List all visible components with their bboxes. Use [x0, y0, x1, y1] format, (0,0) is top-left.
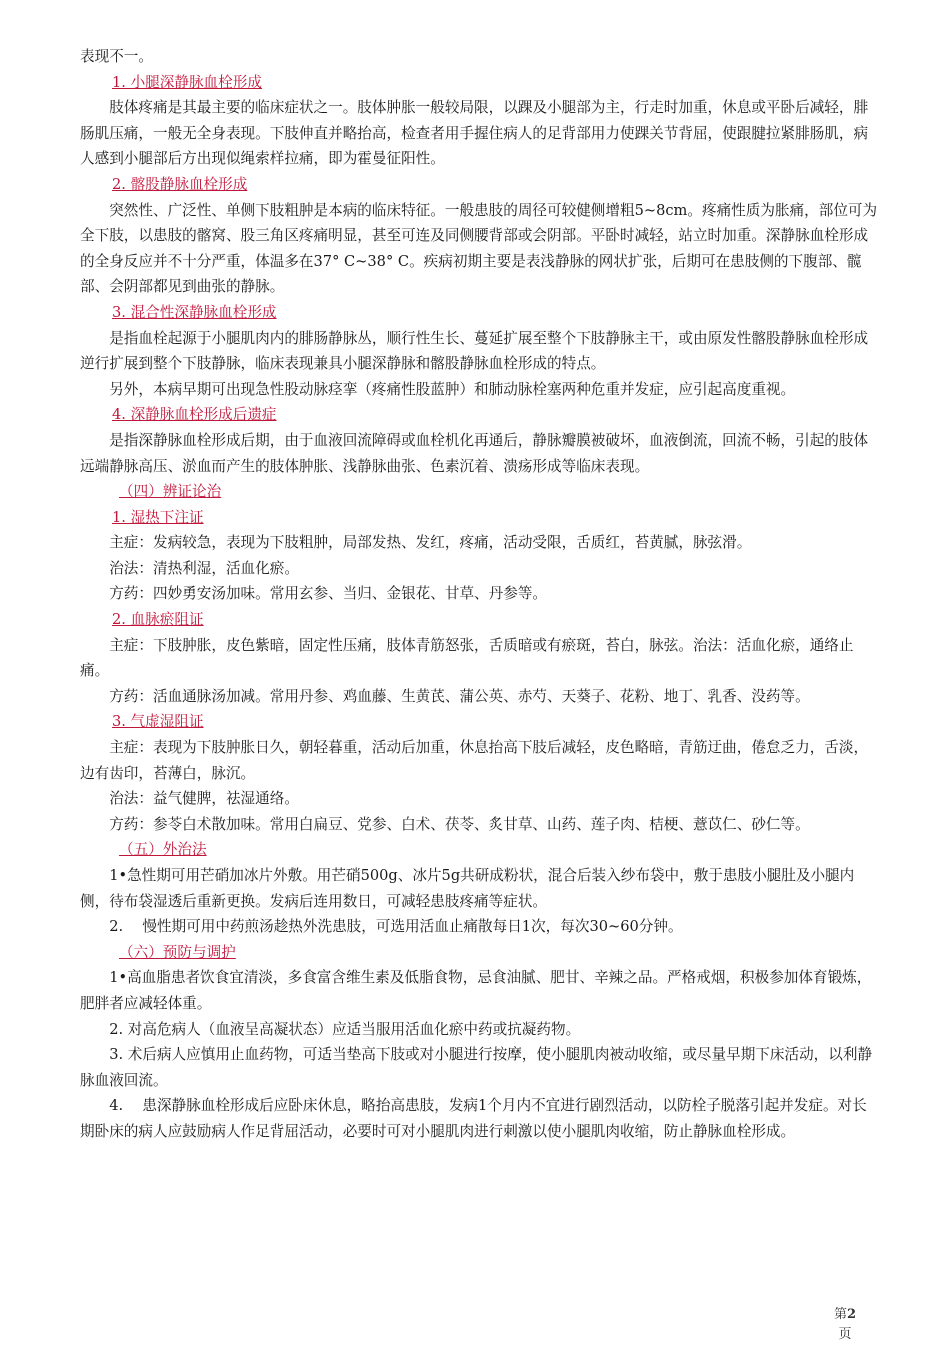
paragraph: 另外，本病早期可出现急性股动脉痉挛（疼痛性股蓝肿）和肺动脉栓塞两种危重并发症，应引起高度重视。 — [109, 380, 796, 398]
paragraph: 主症：下肢肿胀，皮色紫暗，固定性压痛，肢体青筋怒张，舌质暗或有瘀斑，苔白，脉弦。治法：活血化瘀，通络止痛。 — [80, 636, 854, 680]
subsection-heading: 4. 深静脉血栓形成后遗症 — [112, 406, 277, 424]
subsection-heading: 2. 髂股静脉血栓形成 — [112, 175, 248, 193]
paragraph: 4. 患深静脉血栓形成后应卧床休息，略抬高患肢，发病1个月内不宜进行剧烈活动，以防栓子脱落引起并发症。对长期卧床的病人应鼓励病人作足背屈活动，必要时可对小腿肌肉进行刺激以使小腿肌肉收缩，防止静脉血栓形成。 — [80, 1097, 867, 1140]
section-heading: （四）辨证论治 — [119, 483, 222, 501]
paragraph: 1•高血脂患者饮食宜清淡，多食富含维生素及低脂食物，忌食油腻、肥甘、辛辣之品。严格戒烟，积极参加体育锻炼，肥胖者应减轻体重。 — [80, 969, 872, 1012]
paragraph: 肢体疼痛是其最主要的临床症状之一。肢体肿胀一般较局限，以踝及小腿部为主，行走时加重，休息或平卧后减轻，腓肠肌压痛，一般无全身表现。下肢伸直并略抬高，检查者用手握住病人的足背部用力使踝关节背屈，使跟腱拉紧腓肠肌，病人感到小腿部后方出现似绳索样拉痛，即为霍曼征阳性。 — [80, 99, 869, 168]
paragraph: 方药：活血通脉汤加减。常用丹参、鸡血藤、生黄芪、蒲公英、赤芍、天葵子、花粉、地丁、乳香、没药等。 — [109, 687, 810, 705]
subsection-heading: 1. 小腿深静脉血栓形成 — [112, 73, 262, 91]
paragraph: 治法：清热利湿，活血化瘀。 — [109, 559, 299, 577]
paragraph: 是指血栓起源于小腿肌肉内的腓肠静脉丛，顺行性生长、蔓延扩展至整个下肢静脉主干，或由原发性髂股静脉血栓形成逆行扩展到整个下肢静脉，临床表现兼具小腿深静脉和髂股静脉血栓形成的特点。 — [80, 329, 869, 373]
paragraph: 主症：发病较急，表现为下肢粗肿，局部发热、发红，疼痛，活动受限，舌质红，苔黄腻，脉弦滑。 — [109, 534, 752, 552]
paragraph: 是指深静脉血栓形成后期，由于血液回流障碍或血栓机化再通后，静脉瓣膜被破坏，血液倒流，回流不畅，引起的肢体远端静脉高压、淤血而产生的肢体肿胀、浅静脉曲张、色素沉着、溃疡形成等临床表现。 — [80, 431, 869, 475]
document-body — [80, 44, 880, 1145]
paragraph: 2. 慢性期可用中药煎汤趁热外洗患肢，可选用活血止痛散每日1次，每次30~60分钟。 — [109, 918, 683, 936]
paragraph: 表现不一。 — [80, 48, 153, 65]
page-number: 2 — [846, 1307, 857, 1322]
paragraph: 主症：表现为下肢肿胀日久，朝轻暮重，活动后加重，休息抬高下肢后减轻，皮色略暗，青筋迂曲，倦怠乏力，舌淡，边有齿印，苔薄白，脉沉。 — [80, 739, 869, 782]
subsection-heading: 2. 血脉瘀阻证 — [112, 611, 204, 629]
section-heading: （五）外治法 — [119, 841, 207, 859]
paragraph: 2. 对高危病人（血液呈高凝状态）应适当服用活血化瘀中药或抗凝药物。 — [109, 1020, 581, 1038]
subsection-heading: 3. 气虚湿阻证 — [112, 713, 204, 731]
paragraph: 突然性、广泛性、单侧下肢粗肿是本病的临床特征。一般患肢的周径可较健侧增粗5~8cm。疼痛性质为胀痛，部位可为全下肢，以患肢的髂窝、股三角区疼痛明显，甚至可连及同侧腰背部或会阴部。平卧时减轻，站立时加重。深静脉血栓形成的全身反应并不十分严重，体温多在37° C~38° C。疾病初期主要是表浅静脉的网状扩张，后期可在患肢侧的下腹部、髋部、会阴部都见到曲张的静脉。 — [80, 201, 878, 296]
paragraph: 3. 术后病人应慎用止血药物，可适当垫高下肢或对小腿进行按摩，使小腿肌肉被动收缩，或尽量早期下床活动，以利静脉血液回流。 — [80, 1046, 873, 1089]
paragraph: 1•急性期可用芒硝加冰片外敷。用芒硝500g、冰片5g共研成粉状，混合后装入纱布袋中，敷于患肢小腿肚及小腿内侧，待布袋湿透后重新更换。发病后连用数日，可减轻患肢疼痛等症状。 — [80, 867, 855, 910]
subsection-heading: 1. 湿热下注证 — [112, 508, 204, 526]
page-label-suffix: 页 — [838, 1327, 852, 1342]
paragraph: 治法：益气健脾，祛湿通络。 — [109, 790, 299, 808]
section-heading: （六）预防与调护 — [119, 943, 236, 961]
page-footer — [833, 1305, 857, 1345]
paragraph: 方药：四妙勇安汤加味。常用玄参、当归、金银花、甘草、丹参等。 — [109, 585, 548, 603]
paragraph: 方药：参苓白术散加味。常用白扁豆、党参、白术、茯苓、炙甘草、山药、莲子肉、桔梗、薏苡仁、砂仁等。 — [109, 815, 810, 833]
page-label-prefix: 第 — [833, 1307, 847, 1322]
subsection-heading: 3. 混合性深静脉血栓形成 — [112, 303, 277, 321]
